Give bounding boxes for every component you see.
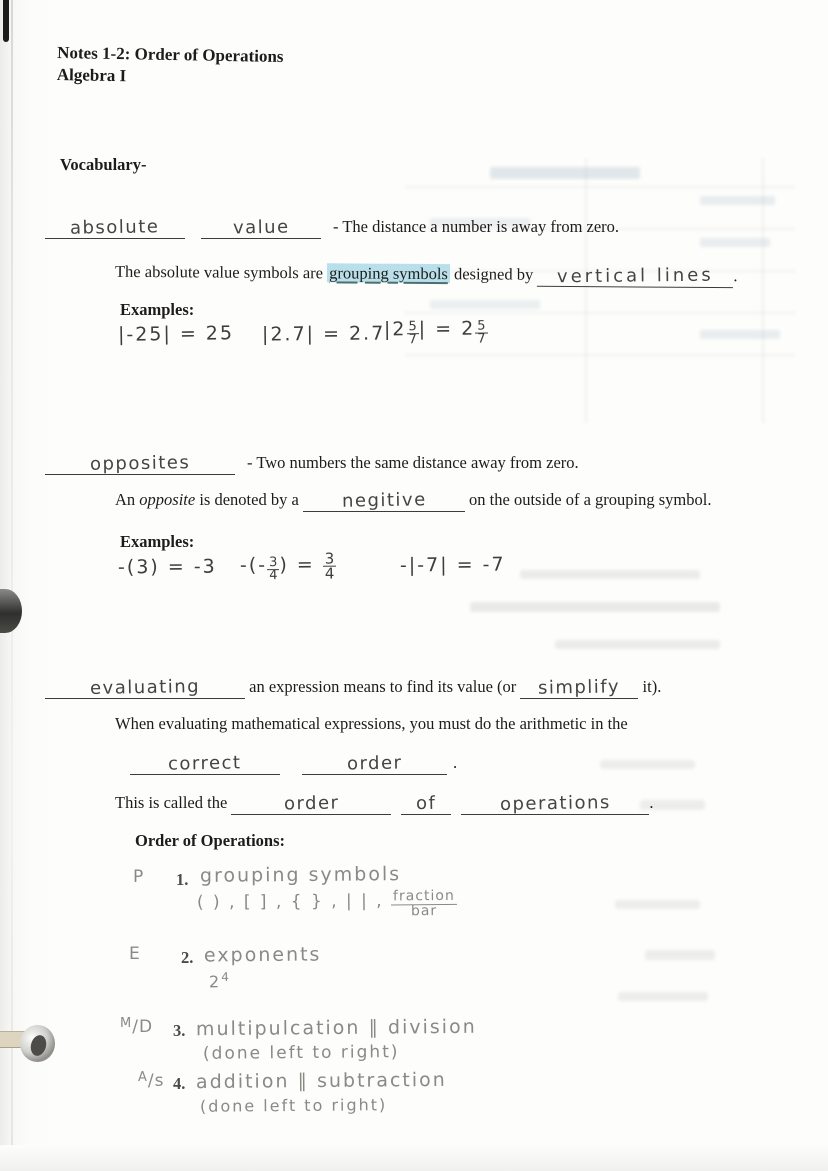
sentence-end: it). — [638, 677, 662, 696]
evaluating-line — [45, 676, 661, 699]
sentence-pre: An — [115, 490, 140, 509]
handwritten-answer: absolute — [70, 216, 160, 239]
bleedthrough-scribble — [520, 570, 700, 579]
order-of-operations-heading: Order of Operations: — [135, 831, 286, 850]
fill-in-blank — [401, 792, 451, 815]
called-line — [115, 792, 654, 815]
fill-in-blank — [461, 792, 649, 815]
sentence-mid: designed by — [449, 264, 538, 284]
opposites-line — [45, 452, 579, 475]
bleedthrough-table-line — [405, 312, 795, 314]
example-text: |2 — [383, 318, 407, 341]
handwritten-answer: opposites — [89, 452, 191, 475]
examples-label: Examples: — [120, 532, 195, 551]
handwritten-answer: simplify — [538, 676, 621, 699]
bleedthrough-text-blob — [700, 330, 780, 339]
fill-in-blank — [45, 676, 245, 699]
pemdas-letter-md: $^M$/D — [120, 1016, 154, 1037]
pemdas-item-text: exponents — [203, 943, 322, 967]
handwritten-answer: vertical lines — [556, 264, 714, 288]
fraction: $\frac{5}{7}$ — [408, 319, 417, 348]
bleedthrough-scribble — [600, 760, 695, 769]
binder-ring-icon — [0, 589, 22, 633]
sentence-end: . — [733, 266, 738, 286]
pemdas-item-text: addition ∥ subtraction — [195, 1068, 447, 1094]
bleedthrough-table-line — [405, 354, 795, 356]
opp-example-3: -|-7| = -7 — [399, 553, 506, 577]
fill-in-blank — [201, 216, 321, 239]
bleedthrough-scribble — [618, 992, 708, 1001]
page-bottom-edge — [175, 1160, 828, 1163]
bleedthrough-text-blob — [430, 300, 540, 309]
pemdas-item-note: (done left to right) — [199, 1095, 388, 1116]
list-number: 1. — [176, 870, 189, 889]
bleedthrough-scribble — [645, 950, 715, 960]
handwritten-answer: value — [232, 216, 290, 239]
bleedthrough-table-line — [585, 158, 587, 423]
opp-example-2 — [239, 549, 337, 584]
abs-example-2: |2.7| = 2.7 — [261, 322, 386, 346]
handwritten-answer: operations — [499, 792, 611, 815]
fill-in-blank — [520, 676, 638, 699]
fill-in-blank — [231, 792, 391, 815]
handwritten-answer: order — [283, 792, 340, 815]
sentence-mid: is denoted by a — [195, 490, 303, 509]
handwritten-answer: evaluating — [89, 676, 201, 699]
handwritten-answer: order — [346, 752, 403, 775]
period: . — [649, 793, 654, 812]
fill-in-blank — [45, 452, 235, 475]
bleedthrough-text-blob — [700, 196, 775, 205]
bleedthrough-table-line — [405, 186, 795, 188]
handwritten-answer: correct — [168, 752, 242, 775]
definition-text: - The distance a number is away from zero. — [333, 217, 620, 236]
pemdas-item-symbols — [196, 887, 457, 920]
handwritten-answer: negitive — [341, 489, 427, 512]
pemdas-letter-as: $^A$/s — [138, 1070, 165, 1091]
absolute-value-sentence — [115, 261, 738, 288]
example-text: | = 2 — [418, 317, 476, 341]
abs-example-1: |-25| = 25 — [117, 322, 235, 346]
fraction: $\frac{3}{4}$ — [324, 549, 335, 583]
grouping-symbols-text: ( ) , [ ] , { } , | | , — [196, 891, 384, 913]
opposite-sentence — [115, 489, 711, 512]
bleedthrough-text-blob — [490, 167, 640, 179]
arithmetic-sentence: When evaluating mathematical expressions, you must do the arithmetic in the — [115, 714, 628, 733]
bleedthrough-text-blob — [700, 238, 770, 247]
example-text: -(- — [239, 554, 268, 577]
scan-mark — [3, 0, 9, 42]
fill-in-blank — [45, 216, 185, 239]
correct-order-line — [130, 752, 457, 775]
exponent-example: $2^4$ — [208, 969, 231, 992]
abs-example-3 — [384, 318, 488, 347]
definition-text: - Two numbers the same distance away from zero. — [247, 453, 579, 472]
fill-in-blank — [303, 489, 465, 512]
list-number: 2. — [181, 948, 194, 967]
bleedthrough-scribble — [555, 640, 720, 649]
period: . — [453, 753, 458, 772]
sentence-pre: This is called the — [115, 793, 232, 812]
pemdas-item-text: grouping symbols — [199, 863, 402, 887]
example-text: ) = — [279, 553, 323, 577]
scan-smudge — [0, 1152, 170, 1159]
fill-in-blank — [302, 752, 447, 775]
sentence-pre: The absolute value symbols are — [114, 261, 328, 283]
sentence-end: on the outside of a grouping symbol. — [464, 490, 712, 509]
list-number: 3. — [173, 1021, 186, 1040]
opp-example-1: -(3) = -3 — [117, 555, 217, 579]
italic-word: opposite — [139, 490, 196, 509]
fill-in-blank — [537, 264, 733, 288]
bleedthrough-table-line — [762, 158, 764, 423]
title-line2: Algebra I — [56, 65, 127, 86]
bleedthrough-scribble — [470, 602, 720, 612]
fill-in-blank — [130, 752, 280, 775]
pemdas-item-note: (done left to right) — [202, 1042, 400, 1064]
title-line1: Notes 1-2: Order of Operations — [57, 43, 284, 66]
sentence-mid: an expression means to find its value (or — [245, 677, 521, 696]
pemdas-letter-p: P — [133, 867, 145, 887]
examples-label: Examples: — [120, 300, 195, 319]
highlighted-text: grouping symbols — [329, 263, 448, 284]
fraction: $\frac{3}{4}$ — [269, 555, 278, 584]
absolute-value-line — [45, 216, 619, 239]
page-edge — [11, 0, 13, 1171]
vocabulary-heading: Vocabulary- — [60, 155, 147, 174]
handwritten-answer: of — [416, 792, 437, 815]
fraction: $\frac{5}{7}$ — [477, 318, 486, 347]
page-title — [57, 42, 284, 90]
list-number: 4. — [173, 1074, 186, 1093]
bleedthrough-scribble — [615, 900, 700, 909]
pemdas-letter-e: E — [129, 944, 141, 964]
fraction-bar-notation: fraction bar — [391, 890, 457, 919]
pemdas-item-text: multipulcation ∥ division — [195, 1015, 477, 1041]
